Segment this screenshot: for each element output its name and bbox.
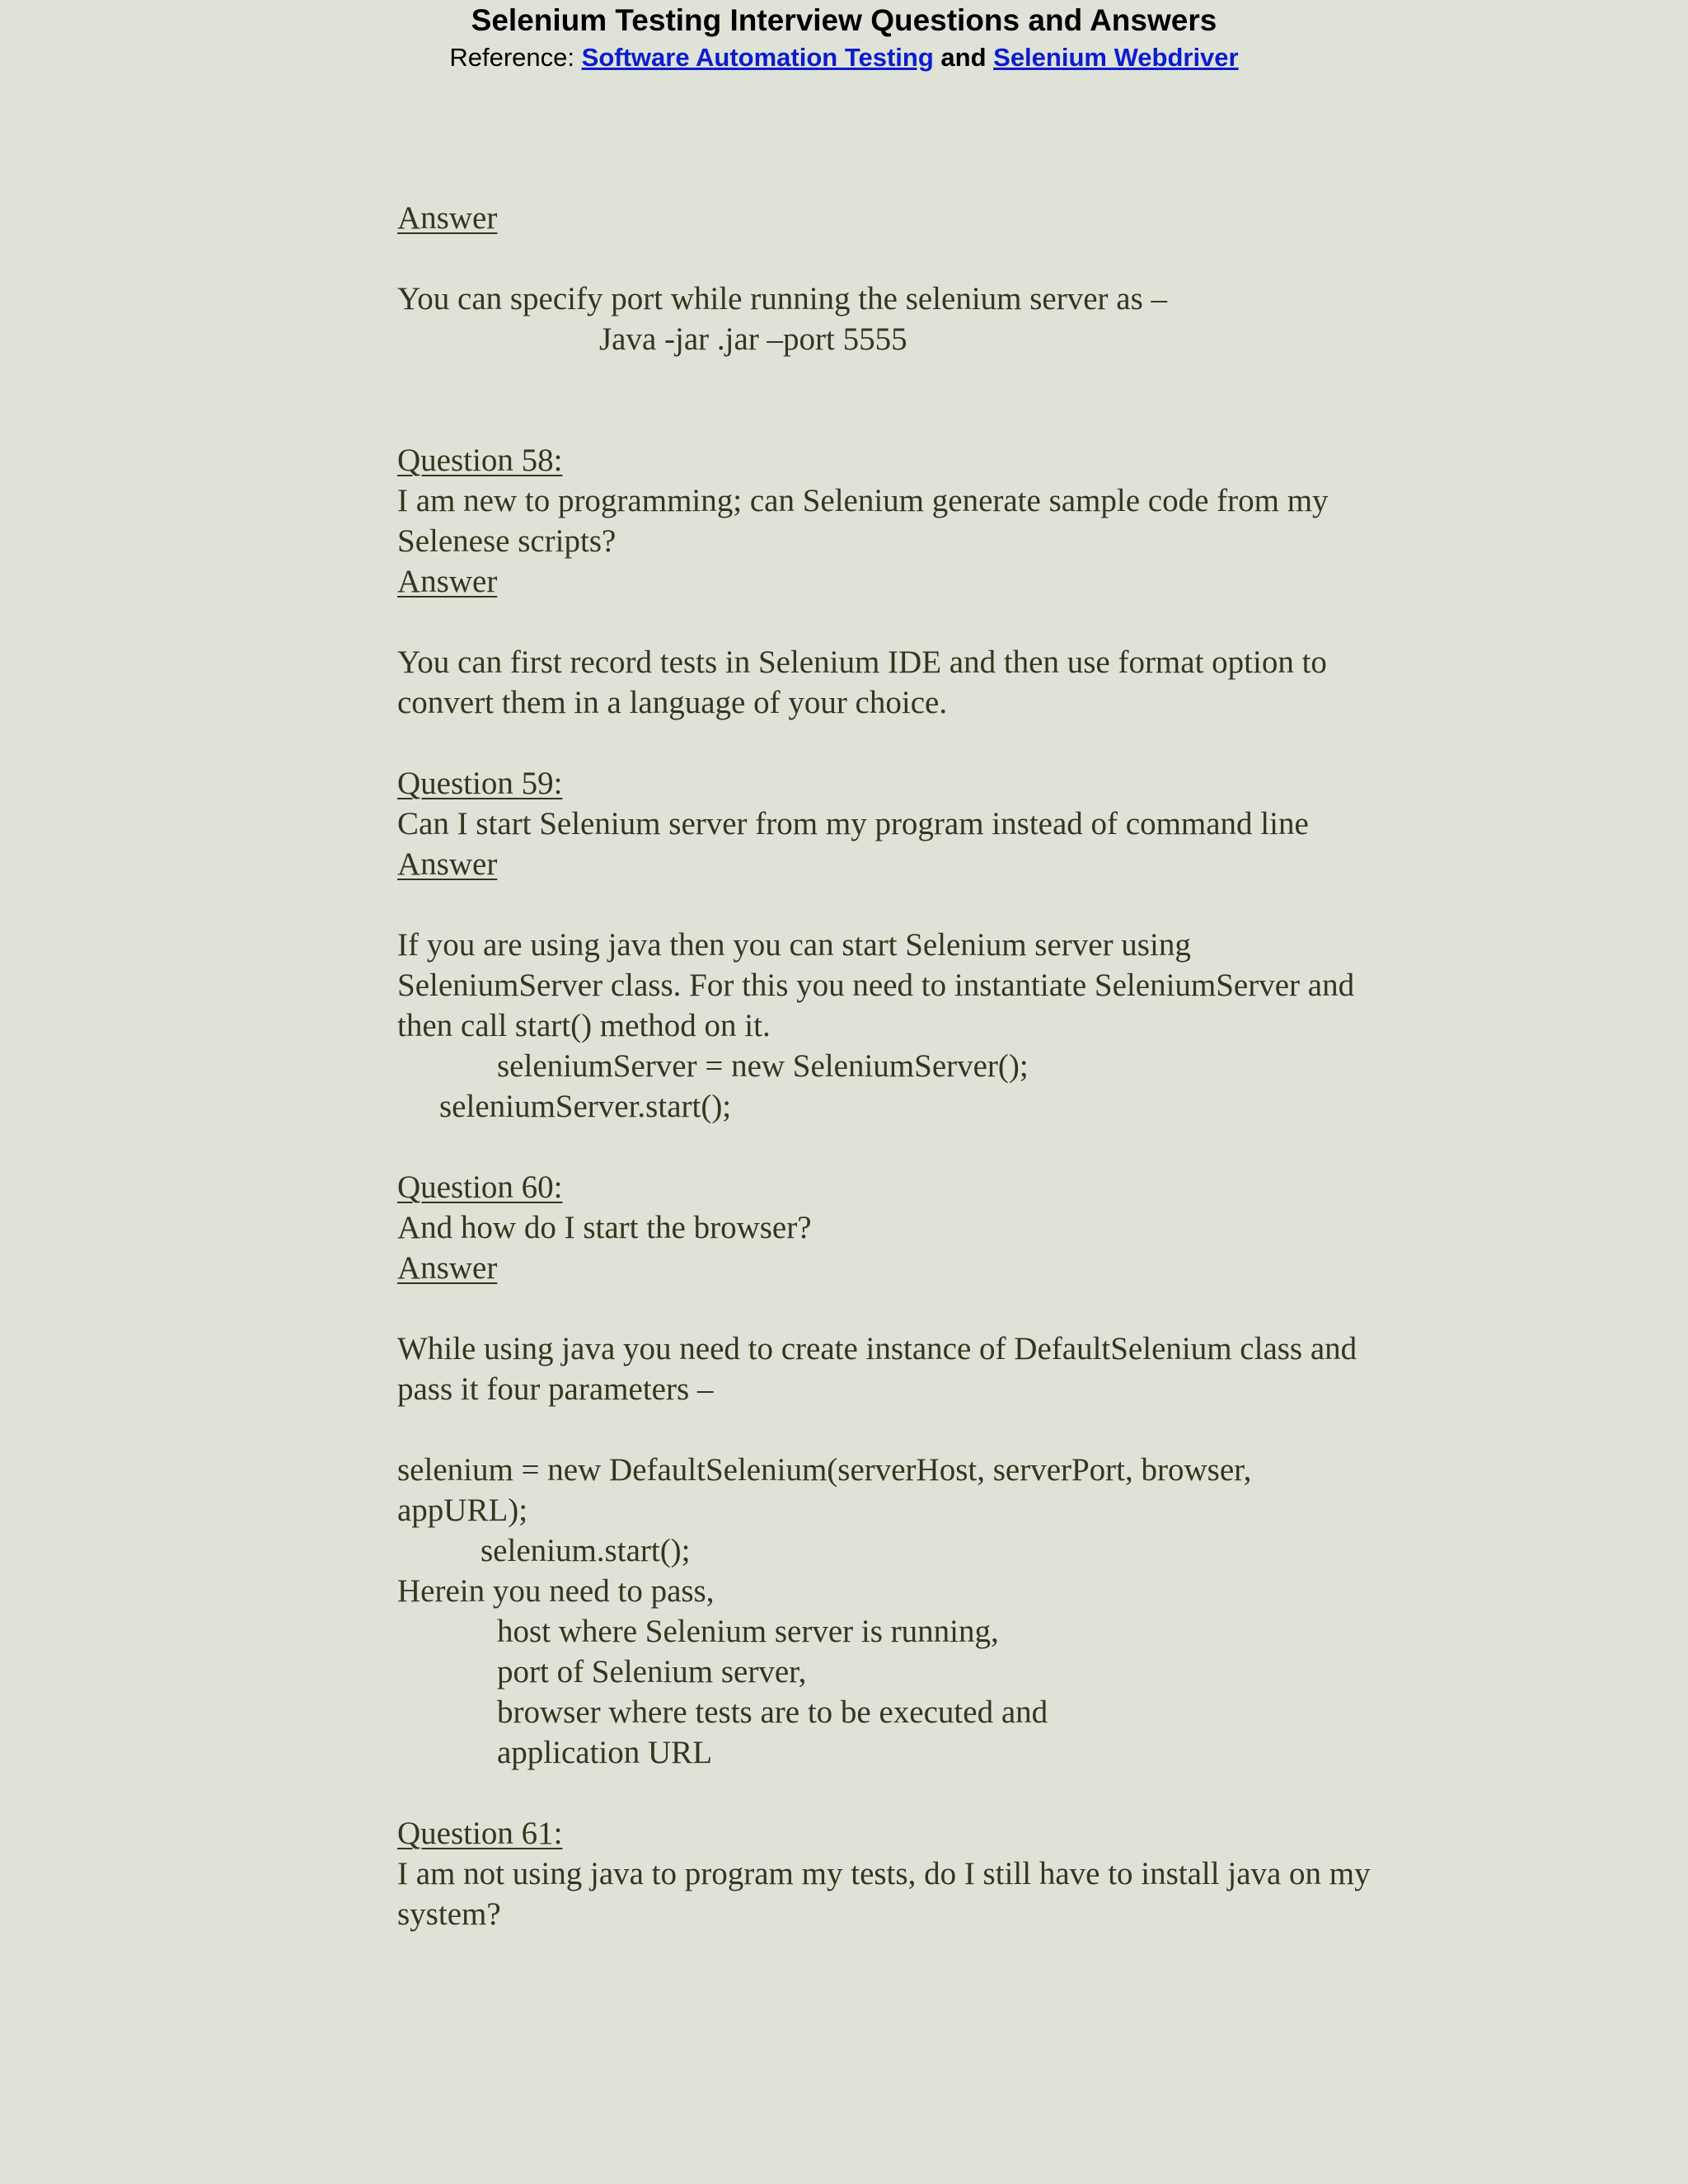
answer-label: Answer — [397, 1250, 498, 1286]
answer-text: convert them in a language of your choice. — [397, 685, 948, 720]
question-text: I am new to programming; can Selenium generate sample code from my — [397, 483, 1329, 518]
selenium-webdriver-link[interactable]: Selenium Webdriver — [993, 43, 1239, 72]
answer-text: While using java you need to create instance of DefaultSelenium class and — [397, 1331, 1357, 1366]
answer-label: Answer — [397, 846, 498, 882]
parameter-item: port of Selenium server, — [497, 1654, 807, 1690]
software-automation-testing-link[interactable]: Software Automation Testing — [581, 43, 934, 72]
parameter-item: browser where tests are to be executed and — [497, 1694, 1048, 1730]
question-61-label: Question 61: — [397, 1816, 563, 1851]
question-text: Selenese scripts? — [397, 523, 617, 559]
reference-prefix: Reference: — [449, 43, 575, 72]
code-line: seleniumServer.start(); — [439, 1089, 732, 1124]
parameter-item: host where Selenium server is running, — [497, 1614, 999, 1649]
question-text: Can I start Selenium server from my program instead of command line — [397, 806, 1309, 841]
parameter-item: application URL — [497, 1735, 713, 1770]
answer-label: Answer — [397, 564, 498, 599]
answer-text: then call start() method on it. — [397, 1008, 771, 1043]
code-line: appURL); — [397, 1493, 528, 1528]
question-text: And how do I start the browser? — [397, 1210, 812, 1245]
question-58-label: Question 58: — [397, 443, 563, 478]
answer-text: If you are using java then you can start Selenium server using — [397, 927, 1191, 963]
document-title: Selenium Testing Interview Questions and Answers — [471, 3, 1217, 37]
reference-line — [0, 40, 1688, 76]
document-body — [397, 198, 1551, 1934]
answer-text: You can specify port while running the selenium server as – — [397, 281, 1168, 316]
answer-text: Herein you need to pass, — [397, 1573, 715, 1609]
answer-text: You can first record tests in Selenium IDE and then use format option to — [397, 644, 1327, 680]
answer-text: SeleniumServer class. For this you need to instantiate SeleniumServer and — [397, 968, 1355, 1003]
answer-text: pass it four parameters – — [397, 1371, 714, 1407]
question-60-label: Question 60: — [397, 1169, 563, 1205]
answer-label: Answer — [397, 200, 498, 236]
question-59-label: Question 59: — [397, 766, 563, 801]
reference-and: and — [940, 43, 987, 72]
code-line: selenium = new DefaultSelenium(serverHost, serverPort, browser, — [397, 1452, 1252, 1488]
code-line: Java -jar .jar –port 5555 — [599, 321, 907, 357]
code-line: seleniumServer = new SeleniumServer(); — [497, 1048, 1029, 1084]
code-line: selenium.start(); — [481, 1533, 691, 1568]
question-text: system? — [397, 1896, 501, 1932]
question-text: I am not using java to program my tests, do I still have to install java on my — [397, 1856, 1371, 1891]
